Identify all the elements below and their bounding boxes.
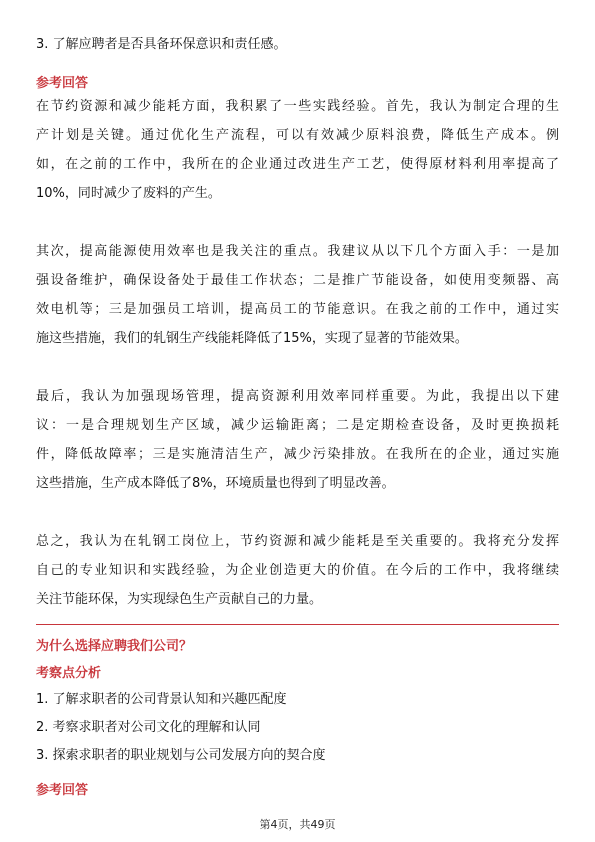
answer-text-line: 这些措施，生产成本降低了8%，环境质量也得到了明显改善。 <box>36 476 395 491</box>
analysis-item: 3. 探索求职者的职业规划与公司发展方向的契合度 <box>36 748 326 763</box>
answer-text-line: 强设备维护，确保设备处于最佳工作状态；二是推广节能设备，如使用变频器、高 <box>36 273 559 288</box>
page-footer: 第4页，共49页 <box>259 818 336 831</box>
answer-text-line: 议：一是合理规划生产区域，减少运输距离；二是定期检查设备，及时更换损耗 <box>36 418 559 433</box>
answer-text-line: 自己的专业知识和实践经验，为企业创造更大的价值。在今后的工作中，我将继续 <box>36 563 559 578</box>
answer-text-line: 产计划是关键。通过优化生产流程，可以有效减少原料浪费，降低生产成本。例 <box>36 128 559 143</box>
question-heading: 为什么选择应聘我们公司？ <box>36 639 193 654</box>
answer-text-line: 关注节能环保，为实现绿色生产贡献自己的力量。 <box>36 592 323 607</box>
top-analysis-item: 3. 了解应聘者是否具备环保意识和责任感。 <box>36 37 287 52</box>
answer-label: 参考回答 <box>36 76 89 91</box>
section-divider <box>36 624 559 625</box>
answer-text-line: 其次，提高能源使用效率也是我关注的重点。我建议从以下几个方面入手：一是加 <box>36 244 559 259</box>
answer-text-line: 10%，同时减少了废料的产生。 <box>36 186 221 201</box>
answer-text-line: 在节约资源和减少能耗方面，我积累了一些实践经验。首先，我认为制定合理的生 <box>36 99 559 114</box>
answer-text-line: 总之，我认为在轧钢工岗位上，节约资源和减少能耗是至关重要的。我将充分发挥 <box>36 534 559 549</box>
answer-text-line: 件，降低故障率；三是实施清洁生产，减少污染排放。在我所在的企业，通过实施 <box>36 447 559 462</box>
answer-label: 参考回答 <box>36 783 89 798</box>
answer-text-line: 施这些措施，我们的轧钢生产线能耗降低了15%，实现了显著的节能效果。 <box>36 331 468 346</box>
analysis-label: 考察点分析 <box>36 666 102 681</box>
analysis-item: 2. 考察求职者对公司文化的理解和认同 <box>36 720 261 735</box>
answer-text-line: 最后，我认为加强现场管理，提高资源利用效率同样重要。为此，我提出以下建 <box>36 389 559 404</box>
answer-text-line: 效电机等；三是加强员工培训，提高员工的节能意识。在我之前的工作中，通过实 <box>36 302 559 317</box>
analysis-item: 1. 了解求职者的公司背景认知和兴趣匹配度 <box>36 692 287 707</box>
answer-text-line: 如，在之前的工作中，我所在的企业通过改进生产工艺，使得原材料利用率提高了 <box>36 157 559 172</box>
